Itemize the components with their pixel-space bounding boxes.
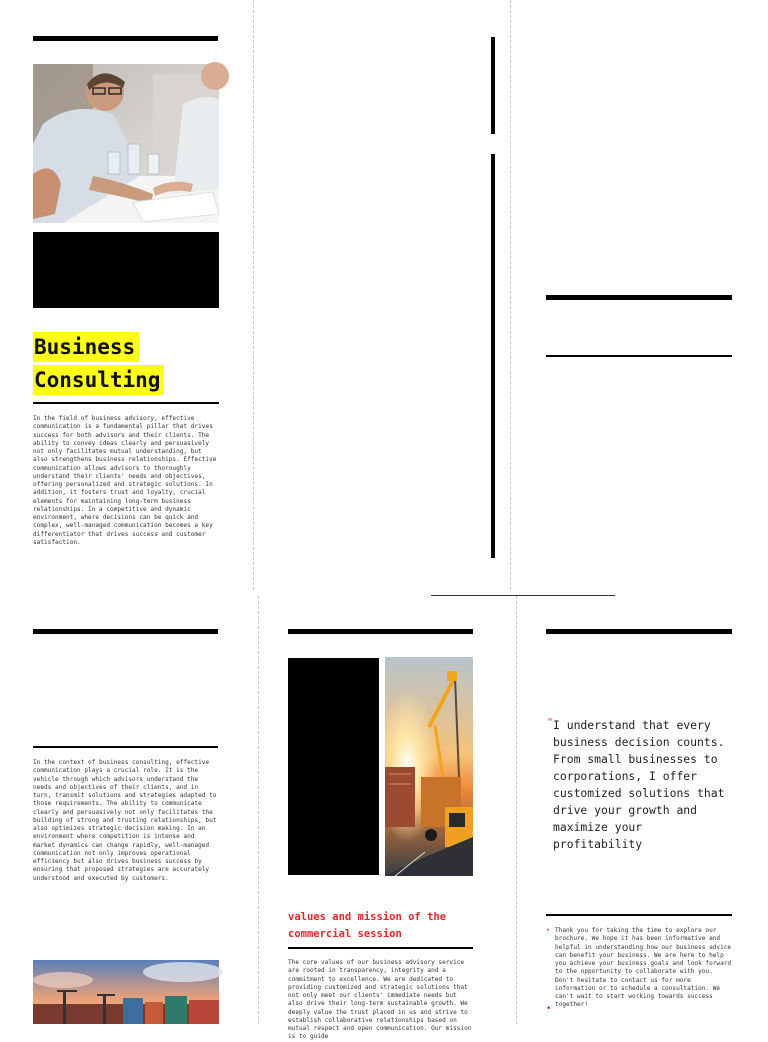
quote-mark: ": [547, 717, 554, 728]
values-heading-line1: values and mission of the: [288, 911, 447, 923]
page-divider: [431, 595, 615, 596]
containers-photo: [33, 960, 219, 1024]
black-block: [33, 232, 219, 308]
trailing-bullet: •: [546, 1004, 552, 1014]
thanks-block: [546, 927, 734, 1010]
panel5-heading-rule: [288, 947, 473, 949]
thanks-text: Thank you for taking the time to explore our brochure. We hope it has been informative and helpful in understanding how our business advice can benefit your business. We are here to help you achieve your business goals and look forward to the opportunity to collaborate with you. Don't hesitate to contact us for more information or to schedule a consultation. We can't wait to start working towards success together!: [555, 927, 732, 1009]
values-heading-line2: commercial session: [288, 927, 402, 940]
thanks-bullet: •: [546, 927, 550, 934]
panel1-top-rule: [33, 36, 218, 41]
panel5-black-block: [288, 658, 379, 875]
vertical-bar-top: [491, 37, 495, 134]
fold-line-3: [258, 596, 259, 1024]
fold-line-1: [253, 0, 254, 590]
panel4-body-text: In the context of business consulting, effective communication plays a crucial role. It is the vehicle through which advisors understand the needs and objectives of their clients, and in turn, transmit solutions and strategies adapted to those requirements. The ability to communicate clearly and persuasively not only facilitates the building of strong and trusting relationships, but also optimizes strategic decision making. In an environment where competition is intense and market dynamics can change rapidly, well-managed communication not only improves operational efficiency but also drives business success by ensuring that proposed strategies are accurately understood and executed by customers.: [33, 759, 217, 882]
fold-line-2: [510, 0, 511, 590]
fold-line-4: [516, 596, 517, 1024]
panel4-mid-rule: [33, 746, 218, 748]
panel1-body-text: In the field of business advisory, effective communication is a fundamental pillar that drives success for both advisors and their clients. The ability to convey ideas clearly and persuasively not only facilitates mutual understanding, but also strengthens business relationships. Effective communication allows advisors to thoroughly understand their clients' needs and objectives, offering personalized and strategic solutions. In addition, it fosters trust and loyalty, crucial elements for maintaining long-term business relationships. In a competitive and dynamic environment, where decisions can be quick and complex, well-managed communication becomes a key differentiator that drives success and customer satisfaction.: [33, 415, 217, 546]
panel4-top-rule: [33, 629, 218, 634]
panel1-title-rule: [33, 402, 219, 404]
panel3-rule-1: [546, 295, 732, 300]
meeting-photo: [33, 64, 219, 223]
vertical-bar-long: [491, 154, 495, 558]
panel5-body-text: The core values of our business advisory service are rooted in transparency, integrity and a commitment to excellence. We are dedicated to providing customized and strategic solutions that not only meet our clients' immediate needs but also drive their long-term sustainable growth. We deeply value the trust placed in us and strive to establish collaborative relationships based on mutual respect and open communication. Our mission is to guide: [288, 959, 472, 1041]
values-mission-heading: [288, 909, 478, 942]
panel6-top-rule: [546, 629, 732, 634]
port-crane-photo: [385, 657, 473, 876]
page-title-line1: Business: [33, 332, 139, 362]
title-block: [33, 332, 223, 395]
panel6-rule: [546, 914, 732, 916]
quote-block: [547, 717, 732, 853]
panel5-top-rule: [288, 629, 473, 634]
quote-text: I understand that every business decision counts. From small businesses to corporations, I offer customized solutions that drive your growth and maximize your profitability: [553, 718, 725, 851]
page-title-line2: Consulting: [33, 365, 164, 395]
panel3-rule-2: [546, 355, 732, 357]
